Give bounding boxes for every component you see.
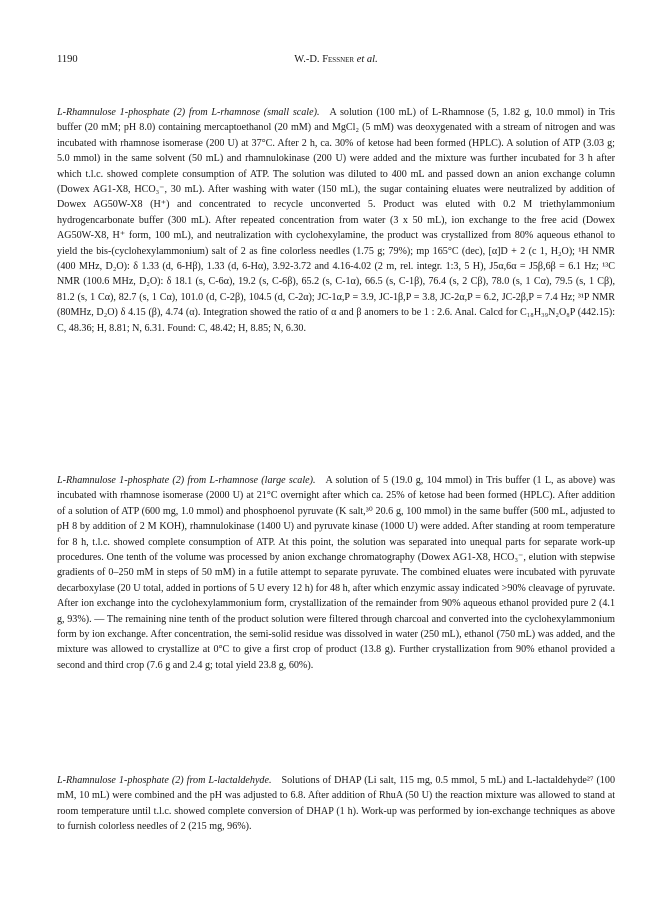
page-number: 1190 <box>57 54 78 65</box>
paragraph-small-scale <box>57 105 615 336</box>
paragraph-lactaldehyde <box>57 773 615 835</box>
paragraph-large-scale <box>57 473 615 673</box>
section-heading-lactaldehyde: L-Rhamnulose 1-phosphate (2) from L-lactaldehyde. <box>57 775 272 786</box>
section-body-small-scale: A solution (100 mL) of L-Rhamnose (5, 1.82 g, 10.0 mmol) in Tris buffer (20 mM; pH 8.0) containing mercaptoethanol (20 mM) and MgCl₂ (5 mM) was deoxygenated with a stream of nitrogen and was incubated with rhamnose isomerase (200 U) at 37°C. After 2 h, ca. 30% of ketose had been formed (HPLC). A solution of ATP (3.03 g; 5.0 mmol) in the same solvent (50 mL) and rhamnulokinase (200 U) were added and the mixture was further incubated for 3 h after which t.l.c. showed complete consumption of ATP. The solution was diluted to 400 mL and passed down an anion exchange column (Dowex AG1-X8, HCO₃⁻, 30 mL). After washing with water (150 mL), the sugar containing eluates were neutralized by addition of Dowex AG50W-X8 (H⁺) and concentrated to recycle unconverted 5. Product was eluted with 0.2 M triethylammonium hydrogencarbonate buffer (300 mL). After repeated concentration from water (3 x 50 mL), ion exchange to the free acid (Dowex AG50W-X8, H⁺ form, 100 mL), and neutralization with cyclohexylamine, the product was crystallized from 80% aqueous ethanol to yield the bis-(cyclohexylammonium) salt of 2 as fine colorless needles (1.75 g; 79%); mp 165°C (dec), [α]D + 2 (c 1, H₂O); ¹H NMR (400 MHz, D₂O): δ 1.33 (d, 6-Hβ), 1.33 (d, 6-Hα), 3.92-3.72 and 4.16-4.02 (2 m, rel. integr. 1:3, 5 H), J5α,6α = J5β,6β = 6.1 Hz; ¹³C NMR (100.6 MHz, D₂O): δ 18.1 (s, C-6α), 19.2 (s, C-6β), 65.2 (s, C-1α), 66.5 (s, C-1β), 76.4 (s, 2 Cβ), 78.0 (s, 1 Cα), 79.5 (s, 1 Cβ), 81.2 (s, 1 Cα), 82.7 (s, 1 Cα), 101.0 (d, C-2β), 104.5 (d, C-2α); JC-1α,P = 3.9, JC-1β,P = 3.8, JC-2α,P = 6.2, JC-2β,P = 7.4 Hz; ³¹P NMR (80MHz, D₂O) δ 4.15 (β), 4.74 (α). Integration showed the ratio of α and β anomers to be 1 : 2.6. Anal. Calcd for C₁₈H₃₉N₂O₈P (442.15): C, 48.36; H, 8.81; N, 6.31. Found: C, 48.42; H, 8.85; N, 6.30. <box>57 107 615 334</box>
author-initials: W.-D. <box>294 54 323 65</box>
author-surname: Fessner <box>322 54 355 65</box>
et-al: et al. <box>354 54 378 65</box>
running-header <box>57 54 615 70</box>
section-heading-large-scale: L-Rhamnulose 1-phosphate (2) from L-rhamnose (large scale). <box>57 475 316 486</box>
section-body-lactaldehyde: Solutions of DHAP (Li salt, 115 mg, 0.5 mmol, 5 mL) and L-lactaldehyde²⁷ (100 mM, 10 mL) were combined and the pH was adjusted to 6.8. After addition of RhuA (50 U) the reaction mixture was allowed to stand at room temperature until t.l.c. showed complete conversion of DHAP (1 h). Work-up was performed by ion-exchange techniques as above to furnish colorless needles of 2 (215 mg, 96%). <box>57 775 616 833</box>
section-body-large-scale: A solution of 5 (19.0 g, 104 mmol) in Tris buffer (1 L, as above) was incubated with rhamnose isomerase (2000 U) at 21°C overnight after which ca. 25% of ketose had been formed (HPLC). After addition of a solution of ATP (600 mg, 1.0 mmol) and phosphoenol pyruvate (K salt,³⁰ 20.6 g, 100 mmol) in the same buffer (500 mL, adjusted to pH 8 by addition of 2 M KOH), rhamnulokinase (1400 U) and pyruvate kinase (1000 U) were added. After standing at room temperature for 8 h, t.l.c. showed complete consumption of ATP. At this point, the solution was separated into unequal parts for separate work-up procedures. One tenth of the volume was processed by anion exchange chromatography (Dowex AG1-X8, HCO₃⁻, elution with stepwise gradients of 0–250 mM in steps of 50 mM) in a futile attempt to separate pyruvate. The combined eluates were incubated with pyruvate decarboxylase (20 U total, added in portions of 5 U every 12 h) for 48 h, after which enzymic assay indicated >90% cleavage of pyruvate. After ion exchange into the cyclohexylammonium form, crystallization of the remainder from 90% aqueous ethanol provided pure 2 (4.1 g, 93%). — The remaining nine tenth of the product solution were filtered through charcoal and converted into the cyclohexylammonium form by ion exchange. After concentration, the semi-solid residue was dissolved in water (250 mL), ethanol (750 mL) was added, and the mixture was allowed to crystallize at 0°C to give a first crop of product (13.8 g). Further crystallization from 90% ethanol provided a second and third crop (7.6 g and 2.4 g; total yield 23.8 g, 60%). <box>57 475 616 671</box>
section-heading-small-scale: L-Rhamnulose 1-phosphate (2) from L-rhamnose (small scale). <box>57 107 320 118</box>
running-authors <box>57 54 615 65</box>
